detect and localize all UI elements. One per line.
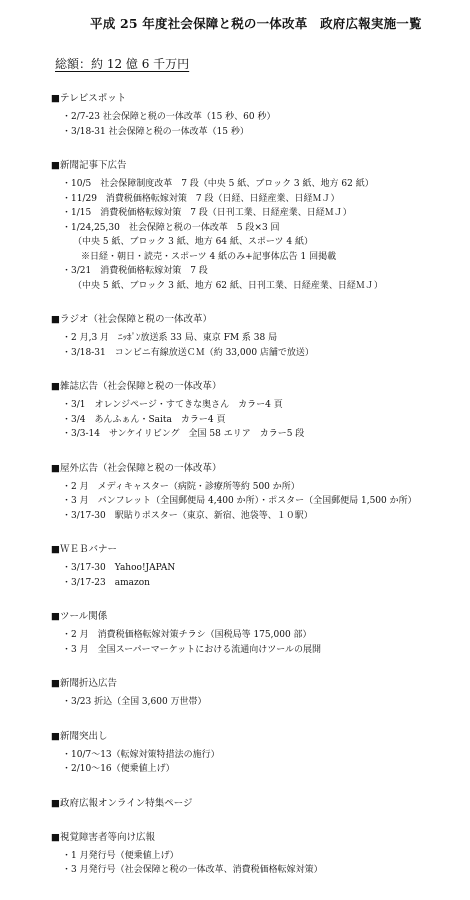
- section: [51, 92, 461, 139]
- document-title: 平成 25 年度社会保障と税の一体改革 政府広報実施一覧: [90, 16, 422, 31]
- list-item: ・1/15 消費税価格転嫁対策 7 段（日刊工業、日経産業、日経ＭＪ）: [62, 208, 352, 218]
- section-heading: ■新聞突出し: [51, 730, 108, 742]
- list-item: ・3/18-31 社会保障と税の一体改革（15 秒）: [62, 126, 249, 137]
- list-item: ・3/1 オレンジページ・すてきな奥さん カラー4 頁: [62, 400, 283, 410]
- section: [51, 831, 461, 878]
- list-item: ・10/7～13（転嫁対策特措法の施行）: [62, 749, 220, 760]
- list-item-detail: （中央 5 紙、ブロック 3 紙、地方 64 紙、スポーツ 4 紙）: [73, 237, 313, 247]
- list-item: ・3 月 パンフレット（全国郵便局 4,400 か所）・ポスター（全国郵便局 1,500 か所）: [62, 496, 417, 506]
- list-item: ・3 月発行号（社会保障と税の一体改革、消費税価格転嫁対策）: [62, 865, 323, 875]
- section-heading: ■ＷＥＢバナー: [51, 544, 117, 555]
- list-item: ・11/29 消費税価格転嫁対策 7 段（日経、日経産業、日経ＭＪ）: [62, 193, 340, 204]
- section: [51, 159, 461, 293]
- section: [51, 730, 461, 777]
- section: [51, 677, 461, 710]
- list-item: ・3/17-23 amazon: [62, 577, 150, 588]
- section-heading: ■新聞折込広告: [51, 678, 117, 689]
- section: [51, 543, 461, 590]
- section-heading: ■政府広報オンライン特集ページ: [51, 797, 193, 809]
- section-heading: ■ツール関係: [51, 611, 108, 622]
- list-item: ・3/4 あんふぁん・Saita カラー4 頁: [62, 414, 226, 425]
- list-item: ・3/17-30 Yahoo!JAPAN: [62, 563, 176, 573]
- list-item: ・3/17-30 駅貼りポスター（東京、新宿、池袋等、１０駅）: [62, 510, 313, 521]
- list-item: ・3/23 折込（全国 3,600 万世帯）: [62, 697, 207, 707]
- section-heading: ■雑誌広告（社会保障と税の一体改革）: [51, 381, 222, 392]
- list-item: ・2/7-23 社会保障と税の一体改革（15 秒、60 秒）: [62, 112, 276, 122]
- section: [51, 380, 461, 442]
- list-item: ・2 月 消費税価格転嫁対策チラシ（国税局等 175,000 部）: [62, 630, 312, 640]
- list-item-detail: （中央 5 紙、ブロック 3 紙、地方 62 紙、日刊工業、日経産業、日経ＭＪ）: [73, 280, 383, 291]
- section: [51, 462, 461, 524]
- section: [51, 610, 461, 657]
- list-item: ・10/5 社会保障制度改革 7 段（中央 5 紙、ブロック 3 紙、地方 62 紙）: [62, 179, 374, 189]
- section-heading: ■屋外広告（社会保障と税の一体改革）: [51, 462, 222, 474]
- list-item: ・3 月 全国スーパーマーケットにおける流通向けツールの展開: [62, 644, 322, 655]
- section-list: [51, 92, 461, 898]
- section: [51, 313, 461, 360]
- total-amount: 総額：約 12 億 6 千万円: [55, 57, 190, 71]
- section-heading: ■新聞記事下広告: [51, 160, 127, 171]
- section-heading: ■テレビスポット: [51, 93, 127, 104]
- list-item: ・1/24,25,30 社会保障と税の一体改革 5 段×3 回: [62, 222, 280, 233]
- list-item: ・3/3-14 サンケイリビング 全国 58 エリア カラー5 段: [62, 429, 305, 439]
- section: [51, 797, 461, 811]
- section-heading: ■ラジオ（社会保障と税の一体改革）: [51, 314, 212, 325]
- section-heading: ■視覚障害者等向け広報: [51, 831, 155, 843]
- list-item: ・1 月発行号（便乗値上げ）: [62, 850, 179, 861]
- list-item: ・2 月,3 月 ﾆｯﾎﾟﾝ放送系 33 局、東京 FM 系 38 局: [62, 333, 278, 343]
- list-item: ・3/18-31 コンビニ有線放送ＣＭ（約 33,000 店舗で放送）: [62, 347, 314, 358]
- list-item: ・3/21 消費税価格転嫁対策 7 段: [62, 266, 208, 276]
- list-item: ・2 月 メディキャスター（病院・診療所等約 500 か所）: [62, 481, 300, 492]
- list-item-detail: ※日経・朝日・読売・スポーツ 4 紙のみ+記事体広告 1 回掲載: [81, 251, 337, 262]
- list-item: ・2/10～16（便乗値上げ）: [62, 764, 175, 774]
